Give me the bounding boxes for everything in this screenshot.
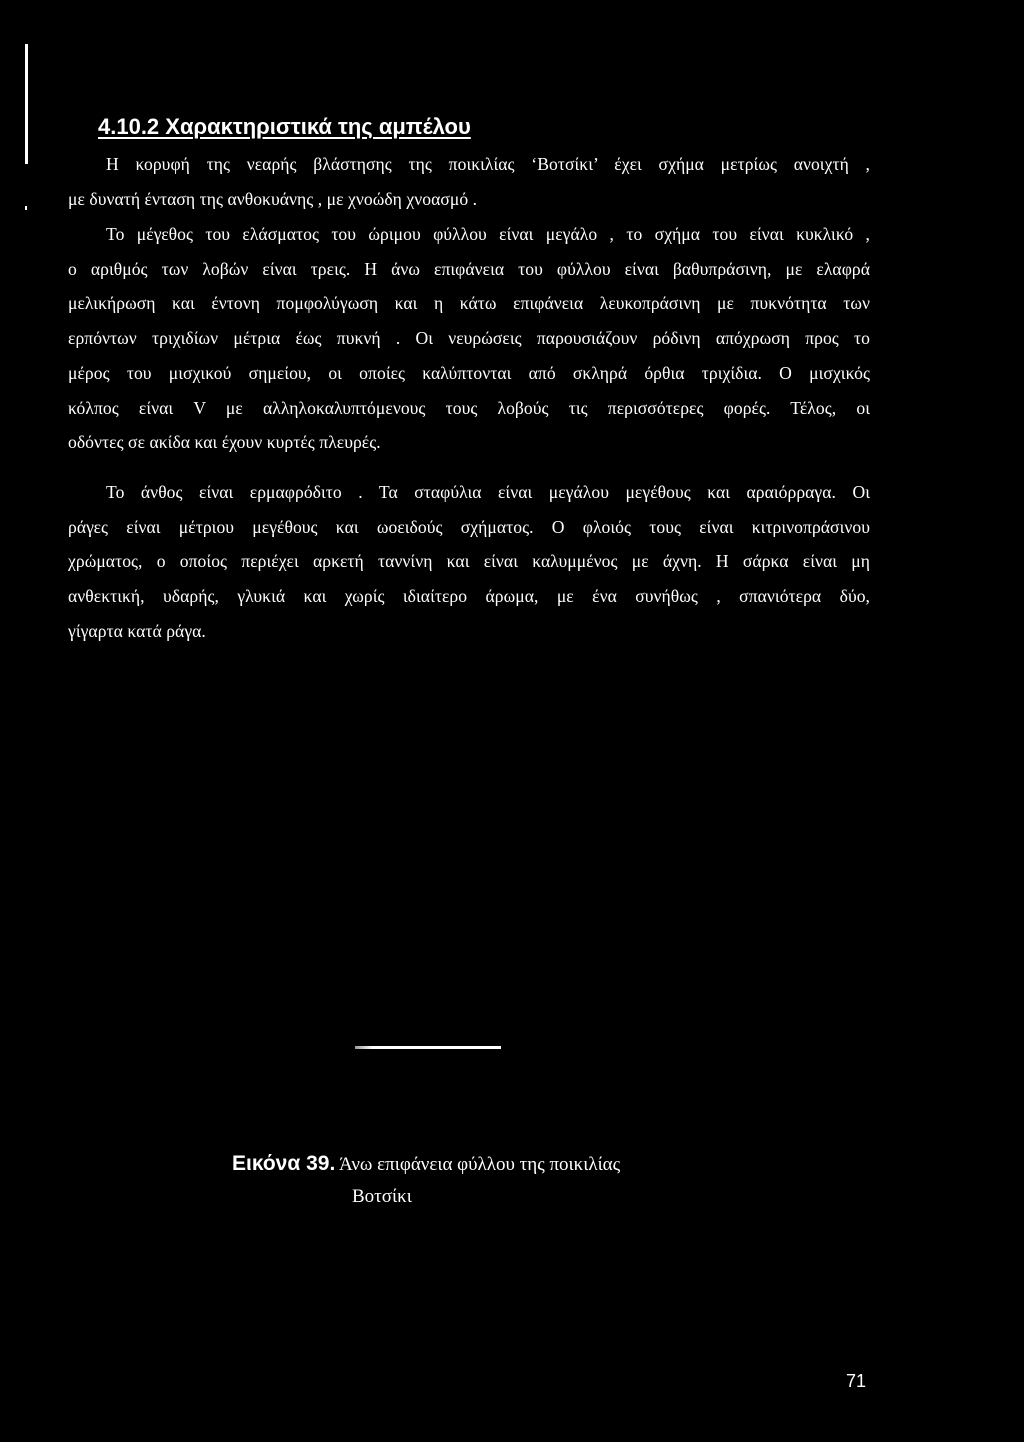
text-line: με δυνατή ένταση της ανθοκυάνης , με χνοώδη χνοασμό . [68,188,478,209]
figure-divider [355,1046,501,1049]
figure-caption [232,1148,692,1213]
section-heading: 4.10.2 Χαρακτηριστικά της αμπέλου [98,114,471,139]
figure-caption-text-continued: Βοτσίκι [352,1186,412,1207]
text-line: χρώματος, ο οποίος περιέχει αρκετή ταννίνη και είναι καλυμμένος με άχνη. Η σάρκα είναι μη [68,551,870,572]
text-line: ανθεκτική, υδαρής, γλυκιά και χωρίς ιδιαίτερο άρωμα, με ένα συνήθως , σπανιότερα δύο, [68,586,870,607]
figure-caption-text: Άνω επιφάνεια φύλλου της ποικιλίας [339,1154,621,1175]
text-line: ερπόντων τριχιδίων μέτρια έως πυκνή . Οι νευρώσεις παρουσιάζουν ρόδινη απόχρωση προς το [68,328,870,349]
paragraph-apex [68,147,870,216]
text-line: ράγες είναι μέτριου μεγέθους και ωοειδούς σχήματος. Ο φλοιός τους είναι κιτρινοπράσινου [68,516,870,537]
text-line: Η κορυφή της νεαρής βλάστησης της ποικιλίας ‘Βοτσίκι’ έχει σχήμα μετρίως ανοιχτή , [106,154,870,174]
text-line: Το μέγεθος του ελάσματος του ώριμου φύλλου είναι μεγάλο , το σχήμα του είναι κυκλικό , [106,224,870,244]
text-line: οδόντες σε ακίδα και έχουν κυρτές πλευρές. [68,432,381,453]
text-line: ο αριθμός των λοβών είναι τρεις. Η άνω επιφάνεια του φύλλου είναι βαθυπράσινη, με ελαφρά [68,258,870,279]
paragraph-flower-berries [68,475,870,649]
text-line: μελικήρωση και έντονη πομφολύγωση και η κάτω επιφάνεια λευκοπράσινη με πυκνότητα των [68,293,870,314]
text-line: μέρος του μισχικού σημείου, οι οποίες καλύπτονται από σκληρά όρθια τριχίδια. Ο μισχικός [68,362,870,383]
margin-rule-mark [25,206,27,210]
margin-rule [25,44,28,164]
page-number: 71 [846,1371,867,1391]
paragraph-leaf [68,217,870,460]
text-line: κόλπος είναι V με αλληλοκαλυπτόμενους τους λοβούς τις περισσότερες φορές. Τέλος, οι [68,397,870,418]
figure-caption-label: Εικόνα 39. [232,1152,336,1175]
text-line: Το άνθος είναι ερμαφρόδιτο . Τα σταφύλια είναι μεγάλου μεγέθους και αραιόρραγα. Οι [106,482,870,502]
text-line: γίγαρτα κατά ράγα. [68,620,206,641]
